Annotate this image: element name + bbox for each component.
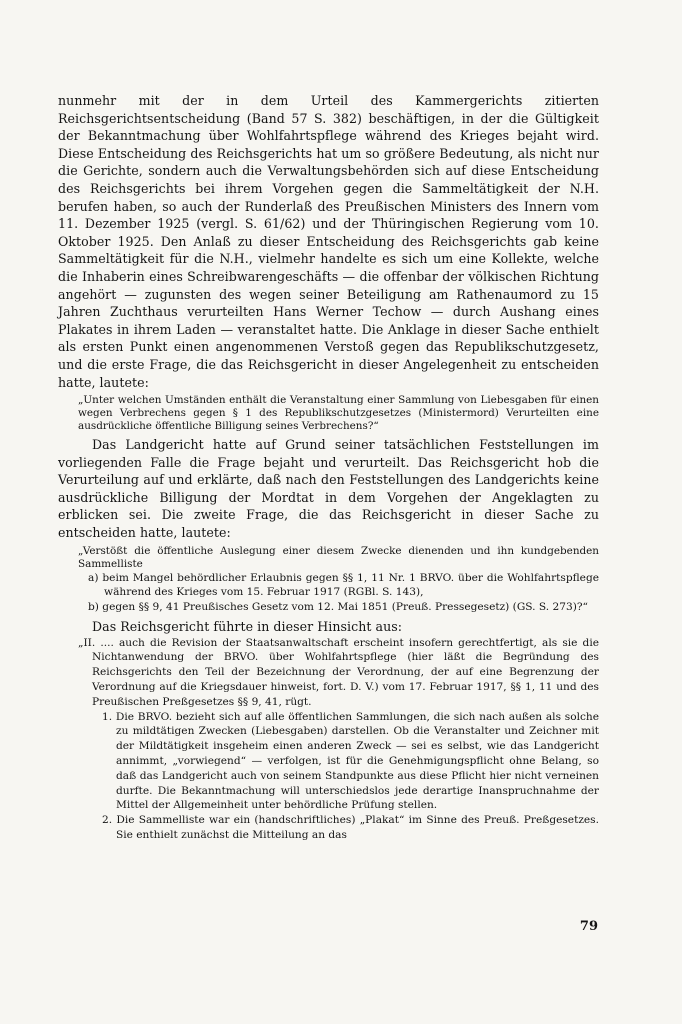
document-page <box>58 92 599 843</box>
question-two-quote: „Verstößt die öffentliche Auslegung einer diesem Zwecke dienenden und ihn kundgebenden Sammelliste <box>78 544 599 570</box>
paragraph-landgericht: Das Landgericht hatte auf Grund seiner tatsächlichen Feststellungen im vorliegenden Falle die Frage bejaht und verurteilt. Das Reichsgericht hob die Verurteilung auf und erklärte, daß nach den Feststellungen des Landgerichts keine ausdrückliche Billigung der Mordtat in dem Vorgehen der Angeklagten zu erblicken sei. Die zweite Frage, die das Reichsgericht in dieser Sache zu entscheiden hatte, lautete: <box>58 437 599 541</box>
question-two-item-a: a) beim Mangel behördlicher Erlaubnis gegen §§ 1, 11 Nr. 1 BRVO. über die Wohlfahrtspflege während des Krieges vom 15. Februar 1917 (RGBl. S. 143), <box>88 571 599 599</box>
page-number: 79 <box>579 919 598 934</box>
citation-point-one: 1. Die BRVO. bezieht sich auf alle öffentlichen Sammlungen, die sich nach außen als solche zu mildtätigen Zwecken (Liebesgaben) darstellen. Ob die Veranstalter und Zeichner mit der Mildtätigkeit insgeheim einen anderen Zweck — sei es selbst, wie das Landgericht annimmt, „vorwiegend“ — verfolgen, ist für die Genehmigungspflicht ohne Belang, so daß das Landgericht auch von seinem Standpunkte aus diese Pflicht hier nicht verneinen durfte. Die Bekanntmachung will unterschiedslos jede derartige Inanspruchnahme der Mittel der Allgemeinheit unter behördliche Prüfung stellen. <box>102 710 599 812</box>
question-two-item-b: b) gegen §§ 9, 41 Preußisches Gesetz vom 12. Mai 1851 (Preuß. Pressegesetz) (GS. S. 273)?“ <box>88 601 588 614</box>
paragraph-intro: nunmehr mit der in dem Urteil des Kammergerichts zitierten Reichsgerichtsentscheidung (Band 57 S. 382) beschäftigen, in der die Gültigkeit der Bekanntmachung über Wohlfahrtspflege während des Krieges bejaht wird. Diese Entscheidung des Reichsgerichts hat um so größere Bedeutung, als nicht nur die Gerichte, sondern auch die Verwaltungsbehörden sich auf diese Entscheidung des Reichsgerichts bei ihrem Vorgehen gegen die Sammeltätigkeit der N.H. berufen haben, so auch der Runderlaß des Preußischen Ministers des Innern vom 11. Dezember 1925 (vergl. S. 61/62) und der Thüringischen Regierung vom 10. Oktober 1925. Den Anlaß zu dieser Entscheidung des Reichsgerichts gab keine Sammeltätigkeit für die N.H., vielmehr handelte es sich um eine Kollekte, welche die Inhaberin eines Schreibwarengeschäfts — die offenbar der völkischen Richtung angehört — zugunsten des wegen seiner Beteiligung am Rathenaumord zu 15 Jahren Zuchthaus verurteilten Hans Werner Techow — durch Aushang eines Plakates in ihrem Laden — veranstaltet hatte. Die Anklage in dieser Sache enthielt als ersten Punkt einen angenommenen Verstoß gegen das Republikschutzgesetz, und die erste Frage, die das Reichsgericht in dieser Angelegenheit zu entscheiden hatte, lautete: <box>58 93 599 390</box>
paragraph-reichsgericht-intro: Das Reichsgericht führte in dieser Hinsicht aus: <box>92 619 403 635</box>
citation-section-ii: „II. .... auch die Revision der Staatsanwaltschaft erscheint insofern gerechtfertigt, als sie die Nichtanwendung der BRVO. über Wohlfahrtspflege (hier läßt die Begründung des Reichsgerichts den Teil der Bezeichnung der Verordnung, der auf eine Begrenzung der Verordnung auf die Kriegsdauer hinweist, fort. D. V.) vom 17. Februar 1917, §§ 1, 11 und des Preußischen Preßgesetzes §§ 9, 41, rügt. <box>78 636 599 708</box>
citation-point-two: 2. Die Sammelliste war ein (handschriftliches) „Plakat“ im Sinne des Preuß. Preßgesetzes. Sie enthielt zunächst die Mitteilung an das <box>102 814 599 841</box>
question-one-quote: „Unter welchen Umständen enthält die Veranstaltung einer Sammlung von Liebesgaben für einen wegen Verbrechens gegen § 1 des Republikschutzgesetzes (Ministermord) Verurteilten eine ausdrückliche öffentliche Billigung seines Verbrechens?“ <box>78 394 599 433</box>
